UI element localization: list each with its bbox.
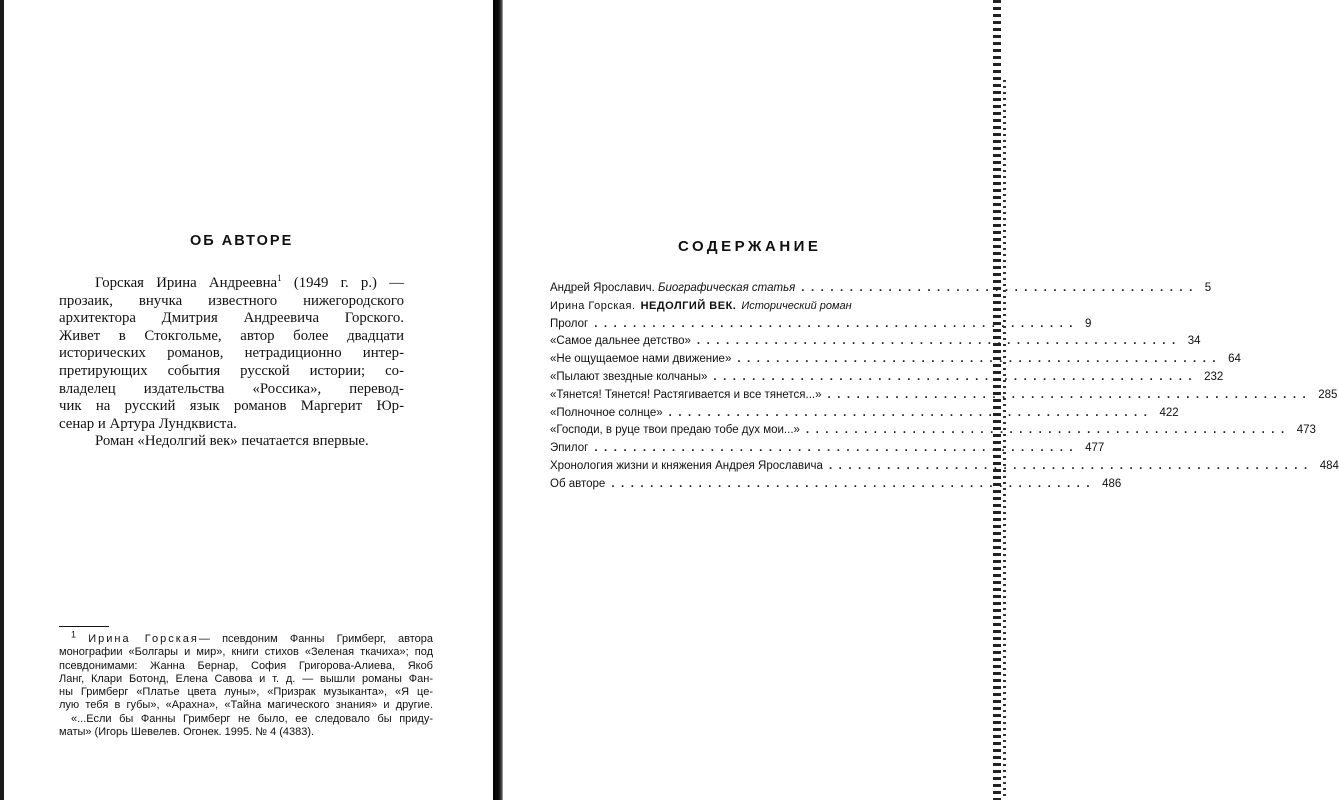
toc-entry-title: Андрей Ярославич. xyxy=(550,282,655,294)
about-line: Роман «Недолгий век» печатается впервые. xyxy=(95,433,369,450)
toc-leader: .................................................. xyxy=(696,335,1182,348)
toc-page-number: 473 xyxy=(1296,424,1316,437)
toc-entry-title: «Полночное солнце» xyxy=(550,406,663,419)
toc-page-number: 9 xyxy=(1085,317,1092,330)
about-line: владелец издательства «Россика», перевод- xyxy=(59,380,404,397)
book-spine xyxy=(493,0,503,800)
toc-page-number: 64 xyxy=(1228,353,1241,366)
footnote-line: $^1$ Ирина Горская— псевдоним Фанны Гримберг, автора xyxy=(71,629,433,645)
toc-entry-title: «Господи, в руце твои предаю тобе дух мои...» xyxy=(550,424,800,437)
toc-row xyxy=(550,406,1179,425)
toc-items xyxy=(550,317,1339,496)
toc-row xyxy=(550,317,1092,336)
about-line: прозаик, внучка известного нижегородского xyxy=(59,292,404,309)
footnote-line: монографии «Болгары и мир», книги стихов «Зеленая ткачиха»; под xyxy=(59,646,433,659)
footnote-name: Ирина Горская xyxy=(88,633,199,645)
footnote-line: лую тебя в губы», «Арахна», «Тайна магического знания» и другие. xyxy=(59,699,433,712)
toc-row xyxy=(550,424,1316,442)
toc-leader: .................................................. xyxy=(668,406,1154,419)
footnote-ref: 1 xyxy=(277,273,282,284)
footnote-line: маты» (Игорь Шевелев. Огонек. 1995. № 4 (4383). xyxy=(59,726,315,739)
toc-page-number: 422 xyxy=(1159,406,1179,419)
toc-row xyxy=(550,353,1241,371)
toc-entry-title: Хронология жизни и княжения Андрея Ярославича xyxy=(550,459,823,472)
about-line: претирующих события русской истории; со- xyxy=(59,362,404,379)
table-of-contents xyxy=(550,282,1339,496)
toc-entry-title: «Пылают звездные колчаны» xyxy=(550,370,708,383)
section-title: НЕДОЛГИЙ ВЕК. xyxy=(640,299,737,312)
toc-entry-title: Эпилог xyxy=(550,442,589,455)
toc-row xyxy=(550,442,1105,460)
toc-row xyxy=(550,282,1212,300)
toc-row xyxy=(550,477,1122,496)
about-text xyxy=(59,275,404,451)
toc-leader: .................................................. xyxy=(737,353,1223,366)
toc-entry-subtitle: Биографическая статья xyxy=(658,282,796,294)
toc-row xyxy=(550,370,1224,389)
toc-leader: .................................................. xyxy=(594,317,1079,330)
right-page xyxy=(503,0,1339,800)
toc-page-number: 484 xyxy=(1319,459,1339,472)
toc-page-number: 477 xyxy=(1085,442,1105,455)
toc-entry-title: «Не ощущаемое нами движение» xyxy=(550,353,732,366)
section-genre: Исторический роман xyxy=(741,299,852,312)
toc-section-header xyxy=(550,300,950,318)
toc-page-number: 285 xyxy=(1318,388,1338,401)
toc-entry-title: «Самое дальнее детство» xyxy=(550,335,691,348)
toc-leader: .................................................. xyxy=(713,370,1199,383)
scan-edge-right-inner xyxy=(1003,80,1006,800)
toc-leader: .................................................. xyxy=(805,424,1291,437)
about-line: чик на русский язык романов Маргерит Юр- xyxy=(59,398,404,415)
footnote-rule xyxy=(59,626,109,627)
toc-page-number: 486 xyxy=(1102,477,1122,490)
toc-leader: .................................................. xyxy=(611,477,1097,490)
toc-leader: .................................................. xyxy=(594,442,1080,455)
about-line: Горская Ирина Андреевна$^1$ (1949 г. р.) — xyxy=(95,273,404,291)
toc-entry-title: Об авторе xyxy=(550,477,606,490)
footnote-line: псевдонимами: Жанна Бернар, София Григорова-Алиева, Якоб xyxy=(59,659,433,672)
toc-row xyxy=(550,388,1338,407)
toc-row xyxy=(550,335,1201,353)
section-author: Ирина Горская. xyxy=(550,299,636,312)
toc-leader: .................................................. xyxy=(827,388,1313,401)
toc-leader: .................................................. xyxy=(828,459,1314,472)
toc-page-number: 34 xyxy=(1187,335,1201,348)
toc-page-number: 5 xyxy=(1204,282,1212,294)
about-line: архитектора Дмитрия Андреевича Горского. xyxy=(59,310,404,327)
footnote xyxy=(59,629,433,739)
footnote-line: «...Если бы Фанны Гримберг не было, ее следовало бы приду- xyxy=(71,712,433,725)
about-heading: ОБ АВТОРЕ xyxy=(190,233,294,249)
toc-entry-title: Пролог xyxy=(550,317,589,330)
about-line: Живет в Стокгольме, автор более двадцати xyxy=(59,327,404,344)
toc-row xyxy=(550,459,1339,478)
toc-page-number: 232 xyxy=(1204,370,1224,383)
footnote-line: ны Гримберг «Платье цвета луны», «Призрак музыканта», «Я це- xyxy=(59,686,433,699)
footnote-line: Ланг, Клари Ботонд, Елена Савова и т. д. — вышли романы Фан- xyxy=(59,672,433,685)
about-line: исторических романов, нетрадиционно интер- xyxy=(59,345,404,362)
contents-heading: СОДЕРЖАНИЕ xyxy=(678,238,822,255)
toc-leader: ......................................... xyxy=(801,282,1199,294)
toc-entry-title: «Тянется! Тянется! Растягивается и все тянется...» xyxy=(550,388,822,401)
about-line: сенар и Артура Лундквиста. xyxy=(59,415,237,432)
left-page xyxy=(4,0,493,800)
